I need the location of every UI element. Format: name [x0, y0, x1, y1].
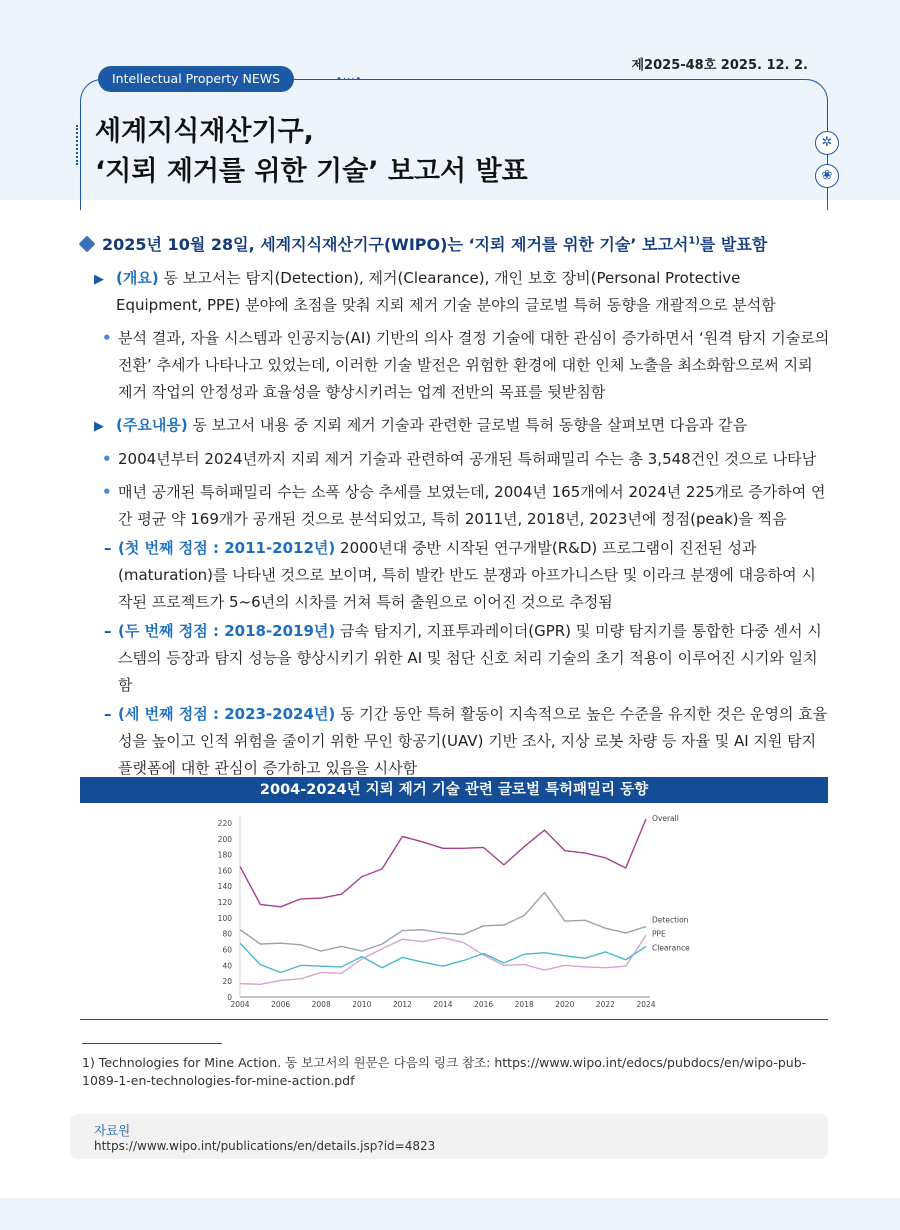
- patent-trend-chart: [80, 805, 828, 1017]
- x-tick-label: 2016: [474, 1000, 494, 1009]
- y-tick-label: 40: [222, 961, 232, 971]
- bullet-dot: •: [102, 450, 112, 468]
- peak-2: [80, 618, 830, 699]
- bullet-dot: •: [102, 483, 112, 501]
- globe-icon: ✲: [815, 131, 839, 155]
- peak-2-text: 금속 탐지기, 지표투과레이더(GPR) 및 미량 탐지기를 통합한 다중 센서 시스템의 등장과 탐지 성능을 향상시키기 위한 AI 및 첨단 신호 처리 기술의 초기 적용이 이루어진 시기와 일치함: [118, 622, 822, 694]
- triangle-icon: ▶: [94, 419, 104, 434]
- network-icon: ❀: [815, 164, 839, 188]
- issue-number: 제2025-48호 2025. 12. 2.: [631, 58, 808, 73]
- y-tick-label: 220: [217, 818, 232, 828]
- title-line-1: 세계지식재산기구,: [95, 116, 314, 147]
- headline-tail: 를 발표함: [699, 235, 768, 254]
- x-tick-label: 2020: [555, 1000, 575, 1009]
- dash-mark: –: [104, 705, 112, 723]
- series-label-clearance: Clearance: [652, 943, 690, 953]
- dash-mark: –: [104, 622, 112, 640]
- source-label: 자료원: [94, 1123, 131, 1138]
- series-line-ppe: [240, 935, 646, 984]
- bullet-dot: •: [102, 329, 112, 347]
- peak-3: [80, 701, 830, 782]
- peak-3-text: 동 기간 동안 특허 활동이 지속적으로 높은 수준을 유지한 것은 운영의 효율성을 높이고 인적 위험을 줄이기 위한 무인 항공기(UAV) 기반 조사, 지상 로봇 차량 등 자율 및 AI 지원 탐지 플랫폼에 대한 관심이 증가하고 있음을 시사함: [118, 705, 828, 777]
- x-tick-label: 2004: [230, 1000, 250, 1009]
- decorative-dots: •···•: [336, 74, 363, 85]
- footnote: 1) Technologies for Mine Action. 동 보고서의 원문은 다음의 링크 참조: https://www.wipo.int/edocs/pubdocs/en/wipo-pub-1089-1-en-technologies-for-mine-action.pdf: [82, 1055, 807, 1088]
- main-label: (주요내용): [116, 416, 188, 434]
- y-tick-label: 200: [217, 834, 232, 844]
- main-text: 동 보고서 내용 중 지뢰 제거 기술과 관련한 글로벌 특허 동향을 살펴보면 다음과 같음: [187, 416, 748, 434]
- main-section: [80, 412, 830, 440]
- source-box: [70, 1114, 828, 1159]
- source-url[interactable]: https://www.wipo.int/publications/en/details.jsp?id=4823: [94, 1139, 436, 1153]
- x-tick-label: 2014: [433, 1000, 453, 1009]
- footnote-rule: [82, 1043, 222, 1044]
- main-bullet-2: [80, 479, 830, 533]
- peak-3-label: (세 번째 정점 : 2023-2024년): [118, 705, 336, 723]
- y-tick-label: 100: [217, 913, 232, 923]
- peak-1-text: 2000년대 중반 시작된 연구개발(R&D) 프로그램이 진전된 성과(maturation)를 나타낸 것으로 보이며, 특히 발칸 반도 분쟁과 아프가니스탄 및 이라크 분쟁에 대응하여 시작된 프로젝트가 5~6년의 시차를 거쳐 특허 출원으로 이어진 것으로 추정됨: [118, 539, 816, 611]
- series-line-clearance: [240, 943, 646, 972]
- series-label-overall: Overall: [652, 814, 679, 823]
- x-tick-label: 2024: [636, 1000, 656, 1009]
- y-tick-label: 80: [222, 929, 232, 939]
- chart-title: 2004-2024년 지뢰 제거 기술 관련 글로벌 특허패밀리 동향: [80, 777, 828, 803]
- page-title: [95, 112, 528, 192]
- x-tick-label: 2022: [595, 1000, 615, 1009]
- main-bullet-1-text: 2004년부터 2024년까지 지뢰 제거 기술과 관련하여 공개된 특허패밀리 수는 총 3,548건인 것으로 나타남: [118, 450, 817, 468]
- peak-2-label: (두 번째 정점 : 2018-2019년): [118, 622, 336, 640]
- y-tick-label: 60: [222, 945, 232, 955]
- x-tick-label: 2018: [514, 1000, 534, 1009]
- headline-text: 2025년 10월 28일, 세계지식재산기구(WIPO)는 ‘지뢰 제거를 위한 기술’ 보고서: [102, 235, 689, 254]
- overview-bullet: [80, 325, 830, 406]
- series-label-ppe: PPE: [652, 929, 666, 939]
- y-tick-label: 180: [217, 850, 232, 860]
- x-tick-label: 2008: [311, 1000, 331, 1009]
- series-line-overall: [240, 819, 646, 907]
- x-tick-label: 2006: [271, 1000, 291, 1009]
- title-line-2: ‘지뢰 제거를 위한 기술’ 보고서 발표: [95, 156, 528, 187]
- footer-band: [0, 1198, 900, 1230]
- article-body: [80, 232, 830, 782]
- main-bullet-2-text: 매년 공개된 특허패밀리 수는 소폭 상승 추세를 보였는데, 2004년 165개에서 2024년 225개로 증가하여 연간 평균 약 169개가 공개된 것으로 분석되었고, 특히 2011년, 2018년, 2023년에 정점(peak)을 찍음: [118, 483, 826, 528]
- headline: [80, 232, 830, 255]
- peak-1: [80, 535, 830, 616]
- y-tick-label: 140: [217, 882, 232, 892]
- peak-1-label: (첫 번째 정점 : 2011-2012년): [118, 539, 336, 557]
- footnote-ref: 1): [688, 235, 700, 247]
- newsletter-label: Intellectual Property NEWS: [98, 66, 294, 92]
- side-dash: [76, 125, 80, 165]
- y-tick-label: 20: [222, 977, 232, 987]
- overview-label: (개요): [116, 269, 159, 287]
- triangle-icon: ▶: [94, 272, 104, 287]
- main-bullet-1: [80, 446, 830, 473]
- y-tick-label: 0: [227, 993, 232, 1002]
- y-tick-label: 160: [217, 866, 232, 876]
- overview-text: 동 보고서는 탐지(Detection), 제거(Clearance), 개인 보호 장비(Personal Protective Equipment, PPE) 분야에 초점을 맞춰 지뢰 제거 기술 분야의 글로벌 특허 동향을 개괄적으로 분석함: [116, 269, 776, 314]
- overview-section: [80, 265, 830, 319]
- overview-bullet-text: 분석 결과, 자율 시스템과 인공지능(AI) 기반의 의사 결정 기술에 대한 관심이 증가하면서 ‘원격 탐지 기술로의 전환’ 추세가 나타나고 있었는데, 이러한 기술 발전은 위험한 환경에 대한 인체 노출을 최소화함으로써 지뢰 제거 작업의 안정성과 효율성을 향상시키려는 업계 전반의 목표를 뒷받침함: [118, 329, 830, 401]
- series-label-detection: Detection: [652, 915, 689, 925]
- chart-bottom-rule: [80, 1019, 828, 1020]
- series-line-detection: [240, 893, 646, 952]
- x-tick-label: 2012: [392, 1000, 412, 1009]
- cube-icon: [79, 235, 96, 252]
- x-tick-label: 2010: [352, 1000, 372, 1009]
- y-tick-label: 120: [217, 898, 232, 908]
- dash-mark: –: [104, 539, 112, 557]
